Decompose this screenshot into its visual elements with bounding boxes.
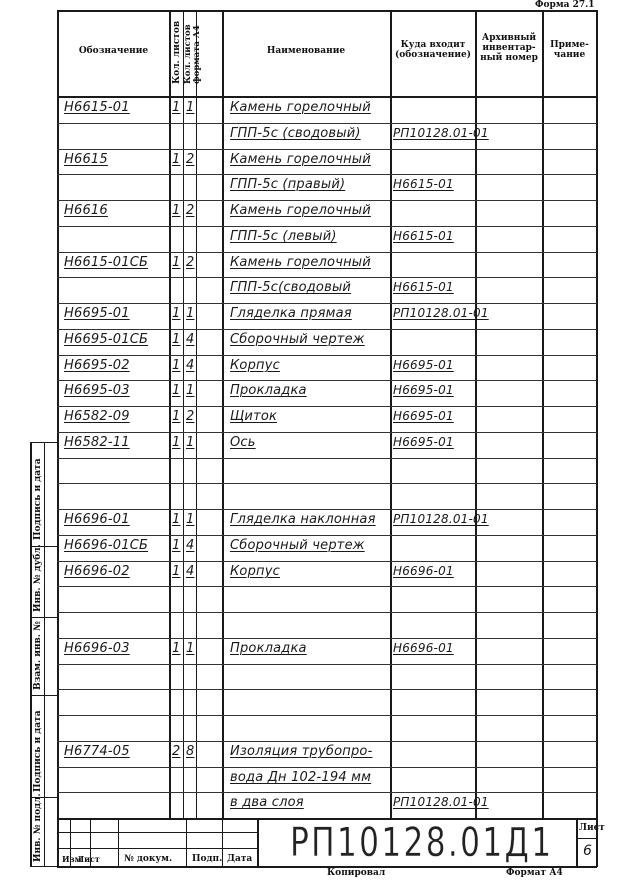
- cell-sheets: 1: [172, 358, 181, 373]
- cell-where: Н6695-01: [393, 383, 454, 397]
- side-label-dup-inv: Инв. № дубл.: [33, 544, 43, 612]
- cell-sheets: 1: [172, 383, 181, 398]
- cell-designation: Н6695-01: [64, 306, 130, 321]
- cell-name: Прокладка: [230, 383, 307, 398]
- row-divider: [57, 535, 597, 536]
- cell-name: ГПП-5с(сводовый: [230, 280, 352, 295]
- cell-name: вода Дн 102-194 мм: [230, 770, 372, 785]
- cell-sheets: 1: [172, 332, 181, 347]
- cell-sheets: 1: [172, 152, 181, 167]
- footer-doc-no: № докум.: [124, 854, 173, 864]
- footer-list: Лист: [77, 854, 100, 864]
- cell-designation: Н6615-01: [64, 100, 130, 115]
- cell-designation: Н6695-03: [64, 383, 130, 398]
- cell-name: ГПП-5с (левый): [230, 229, 337, 244]
- cell-a4: 1: [186, 512, 195, 527]
- cell-a4: 2: [186, 409, 195, 424]
- document-code: РП10128.01Д1: [290, 820, 554, 866]
- cell-name: Камень горелочный: [230, 152, 371, 167]
- cell-designation: Н6582-09: [64, 409, 130, 424]
- cell-sheets: 1: [172, 538, 181, 553]
- cell-a4: 4: [186, 538, 195, 553]
- cell-sheets: 2: [172, 744, 181, 759]
- row-divider: [57, 252, 597, 253]
- cell-name: Гляделка прямая: [230, 306, 352, 321]
- cell-designation: Н6582-11: [64, 435, 130, 450]
- footer-sheet-label: Лист: [579, 823, 605, 833]
- cell-where: РП10128.01-01: [393, 512, 489, 526]
- cell-designation: Н6615-01СБ: [64, 255, 149, 270]
- row-divider: [57, 329, 597, 330]
- header-rule: [57, 96, 597, 98]
- footer-sign: Подп.: [192, 854, 223, 864]
- cell-name: Корпус: [230, 564, 280, 579]
- row-divider: [57, 123, 597, 124]
- cell-a4: 1: [186, 435, 195, 450]
- row-divider: [57, 174, 597, 175]
- cell-sheets: 1: [172, 100, 181, 115]
- side-label-signature-1: Подпись и дата: [33, 458, 43, 540]
- footer-format: Формат А4: [506, 868, 563, 878]
- cell-a4: 4: [186, 564, 195, 579]
- cell-where: Н6696-01: [393, 641, 454, 655]
- cell-a4: 1: [186, 100, 195, 115]
- cell-name: Корпус: [230, 358, 280, 373]
- frame-right: [596, 10, 598, 867]
- side-label-original-inv: Инв. № подл.: [33, 793, 43, 862]
- cell-designation: Н6615: [64, 152, 108, 167]
- cell-a4: 2: [186, 203, 195, 218]
- row-divider: [57, 483, 597, 484]
- cell-sheets: 1: [172, 306, 181, 321]
- cell-where: Н6696-01: [393, 564, 454, 578]
- cell-name: Прокладка: [230, 641, 307, 656]
- footer-date: Дата: [227, 854, 253, 864]
- row-divider: [57, 586, 597, 587]
- cell-a4: 1: [186, 306, 195, 321]
- cell-sheets: 1: [172, 512, 181, 527]
- cell-designation: Н6696-03: [64, 641, 130, 656]
- cell-where: РП10128.01-01: [393, 306, 489, 320]
- header-archive: Архивный инвентар- ный номер: [480, 33, 538, 63]
- cell-where: Н6695-01: [393, 409, 454, 423]
- row-divider: [57, 432, 597, 433]
- form-label: Форма 27.1: [535, 0, 595, 10]
- cell-designation: Н6774-05: [64, 744, 130, 759]
- cell-a4: 1: [186, 383, 195, 398]
- cell-sheets: 1: [172, 641, 181, 656]
- row-divider: [57, 226, 597, 227]
- cell-name: Сборочный чертеж: [230, 538, 365, 553]
- header-note: Приме- чание: [550, 40, 589, 60]
- header-sheets: Кол. листов: [172, 20, 182, 84]
- header-name: Наименование: [266, 46, 346, 56]
- cell-a4: 8: [186, 744, 195, 759]
- footer-copied: Копировал: [327, 868, 386, 878]
- cell-where: Н6615-01: [393, 280, 454, 294]
- cell-designation: Н6616: [64, 203, 108, 218]
- row-divider: [57, 715, 597, 716]
- cell-designation: Н6696-01СБ: [64, 538, 149, 553]
- cell-name: Сборочный чертеж: [230, 332, 365, 347]
- cell-sheets: 1: [172, 203, 181, 218]
- cell-designation: Н6696-02: [64, 564, 130, 579]
- row-divider: [57, 612, 597, 613]
- row-divider: [57, 664, 597, 665]
- side-label-signature-2: Подпись и дата: [33, 710, 43, 792]
- cell-name: ГПП-5с (сводовый): [230, 126, 361, 141]
- cell-a4: 4: [186, 358, 195, 373]
- cell-name: Камень горелочный: [230, 203, 371, 218]
- cell-sheets: 1: [172, 409, 181, 424]
- cell-where: Н6695-01: [393, 358, 454, 372]
- row-divider: [57, 149, 597, 150]
- cell-name: Камень горелочный: [230, 100, 371, 115]
- row-divider: [57, 638, 597, 639]
- cell-where: Н6615-01: [393, 229, 454, 243]
- cell-name: Изоляция трубопро-: [230, 744, 373, 759]
- cell-name: в два слоя: [230, 795, 304, 810]
- cell-where: РП10128.01-01: [393, 795, 489, 809]
- cell-name: Гляделка наклонная: [230, 512, 376, 527]
- row-divider: [57, 277, 597, 278]
- side-strip-left: [30, 442, 32, 867]
- footer-sheet-number: 6: [583, 843, 593, 859]
- cell-a4: 2: [186, 152, 195, 167]
- frame-top: [57, 10, 597, 12]
- cell-sheets: 1: [172, 435, 181, 450]
- cell-sheets: 1: [172, 564, 181, 579]
- cell-where: РП10128.01-01: [393, 126, 489, 140]
- cell-where: Н6695-01: [393, 435, 454, 449]
- cell-a4: 1: [186, 641, 195, 656]
- row-divider: [57, 767, 597, 768]
- cell-name: ГПП-5с (правый): [230, 177, 346, 192]
- row-divider: [57, 741, 597, 742]
- cell-sheets: 1: [172, 255, 181, 270]
- row-divider: [57, 406, 597, 407]
- side-label-replace-inv: Взам. инв. №: [33, 621, 43, 690]
- cell-designation: Н6695-01СБ: [64, 332, 149, 347]
- header-where-used: Куда входит (обозначение): [395, 40, 471, 60]
- cell-name: Ось: [230, 435, 256, 450]
- row-divider: [57, 792, 597, 793]
- header-designation: Обозначение: [78, 46, 149, 56]
- row-divider: [57, 303, 597, 304]
- frame-left: [57, 10, 59, 867]
- row-divider: [57, 200, 597, 201]
- row-divider: [57, 458, 597, 459]
- cell-name: Камень горелочный: [230, 255, 371, 270]
- row-divider: [57, 380, 597, 381]
- cell-a4: 2: [186, 255, 195, 270]
- row-divider: [57, 561, 597, 562]
- footer-izm: Изм: [62, 854, 82, 864]
- row-divider: [57, 689, 597, 690]
- row-divider: [57, 355, 597, 356]
- cell-name: Щиток: [230, 409, 278, 424]
- cell-where: Н6615-01: [393, 177, 454, 191]
- cell-designation: Н6696-01: [64, 512, 130, 527]
- header-a4-sheets: Кол. листов формата А4: [183, 24, 202, 84]
- cell-designation: Н6695-02: [64, 358, 130, 373]
- row-divider: [57, 509, 597, 510]
- cell-a4: 4: [186, 332, 195, 347]
